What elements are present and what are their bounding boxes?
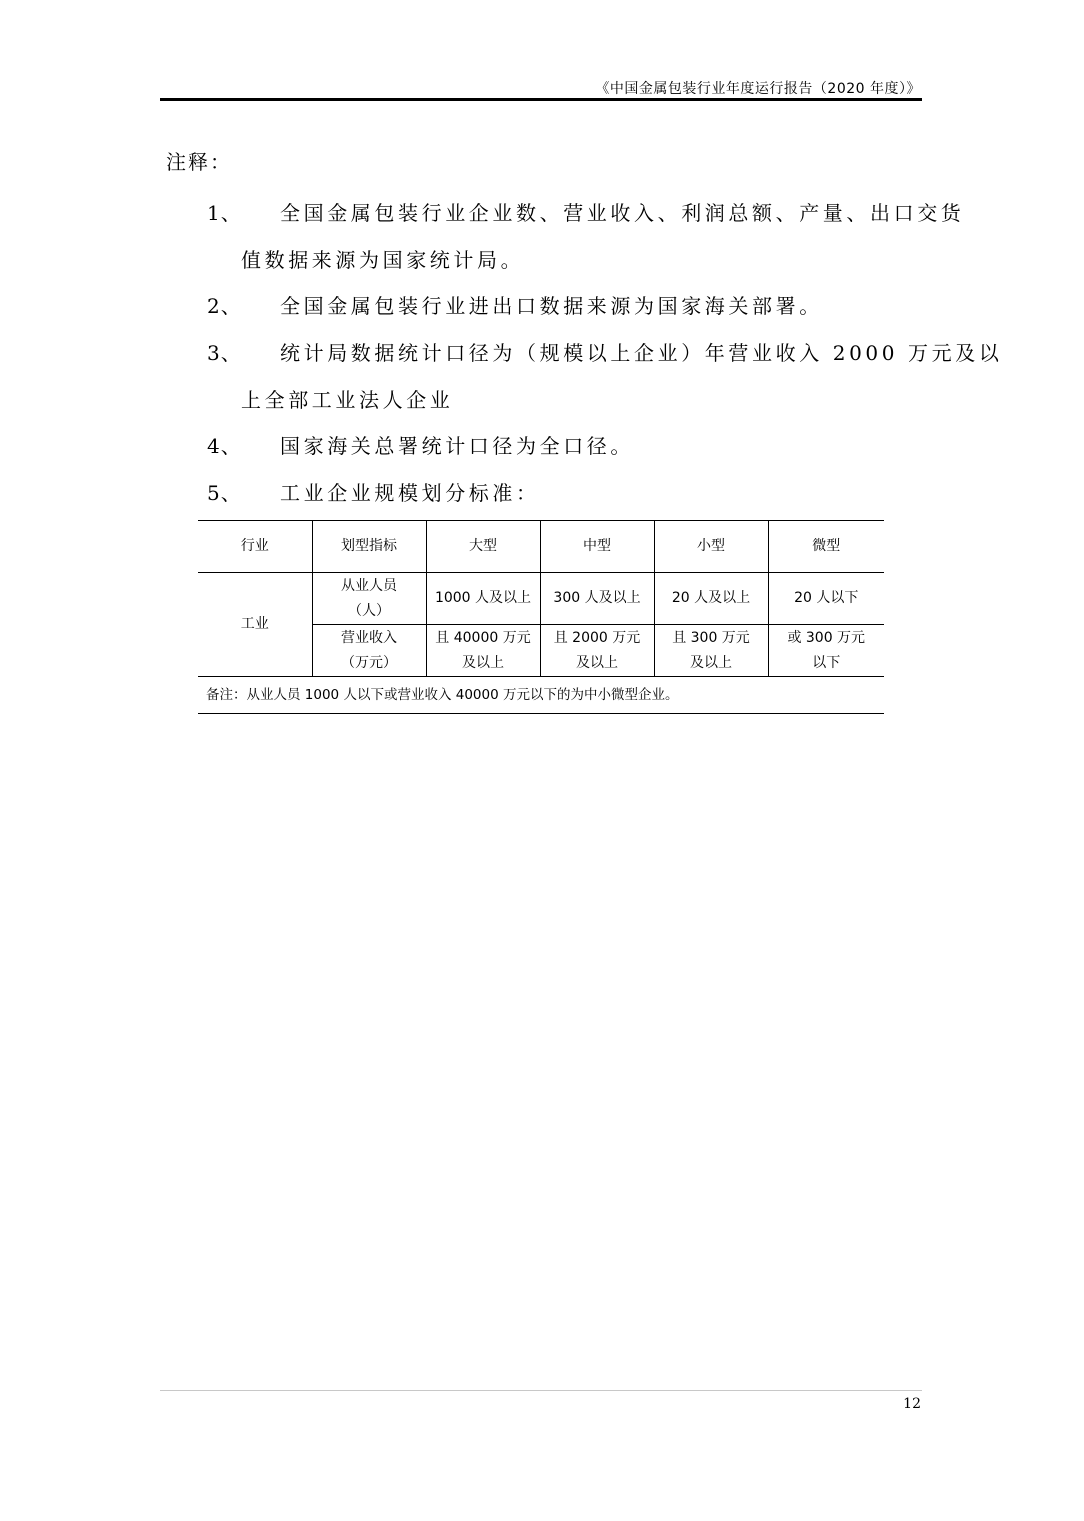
table-header-row bbox=[198, 521, 884, 573]
table-cell: 且 300 万元 及以上 bbox=[654, 625, 768, 677]
page-number: 12 bbox=[903, 1396, 921, 1412]
indicator-cell: 从业人员 （人） bbox=[312, 573, 426, 625]
note-text-continued: 值数据来源为国家统计局。 bbox=[241, 248, 525, 272]
table-cell: 300 人及以上 bbox=[540, 573, 654, 625]
running-header: 《中国金属包装行业年度运行报告（2020 年度）》 bbox=[595, 81, 921, 97]
table-row bbox=[198, 573, 884, 625]
note-number: 2、 bbox=[207, 294, 242, 318]
column-header: 中型 bbox=[540, 521, 654, 573]
note-text: 全国金属包装行业企业数、营业收入、利润总额、产量、出口交货 bbox=[280, 201, 965, 225]
header-divider bbox=[160, 98, 922, 101]
table-note-row bbox=[198, 677, 884, 714]
footer-divider bbox=[160, 1390, 922, 1391]
note-number: 3、 bbox=[207, 341, 242, 365]
table-cell: 且 40000 万元 及以上 bbox=[426, 625, 540, 677]
note-number: 4、 bbox=[207, 434, 242, 458]
table-note: 备注：从业人员 1000 人以下或营业收入 40000 万元以下的为中小微型企业。 bbox=[198, 677, 884, 714]
enterprise-size-table bbox=[198, 520, 884, 714]
table-cell: 20 人及以上 bbox=[654, 573, 768, 625]
table-cell: 1000 人及以上 bbox=[426, 573, 540, 625]
indicator-cell: 营业收入 （万元） bbox=[312, 625, 426, 677]
note-text: 全国金属包装行业进出口数据来源为国家海关部署。 bbox=[280, 294, 823, 318]
industry-cell: 工业 bbox=[198, 573, 312, 677]
note-text-continued: 上全部工业法人企业 bbox=[241, 388, 454, 412]
table-cell: 且 2000 万元 及以上 bbox=[540, 625, 654, 677]
note-text: 国家海关总署统计口径为全口径。 bbox=[280, 434, 634, 458]
table-cell: 20 人以下 bbox=[768, 573, 884, 625]
column-header: 小型 bbox=[654, 521, 768, 573]
column-header: 行业 bbox=[198, 521, 312, 573]
column-header: 微型 bbox=[768, 521, 884, 573]
note-text: 统计局数据统计口径为（规模以上企业）年营业收入 2000 万元及以 bbox=[280, 341, 1003, 365]
note-text: 工业企业规模划分标准： bbox=[280, 481, 540, 505]
column-header: 大型 bbox=[426, 521, 540, 573]
note-number: 1、 bbox=[207, 201, 242, 225]
notes-heading: 注释： bbox=[166, 150, 232, 174]
note-number: 5、 bbox=[207, 481, 242, 505]
table-cell: 或 300 万元 以下 bbox=[768, 625, 884, 677]
column-header: 划型指标 bbox=[312, 521, 426, 573]
